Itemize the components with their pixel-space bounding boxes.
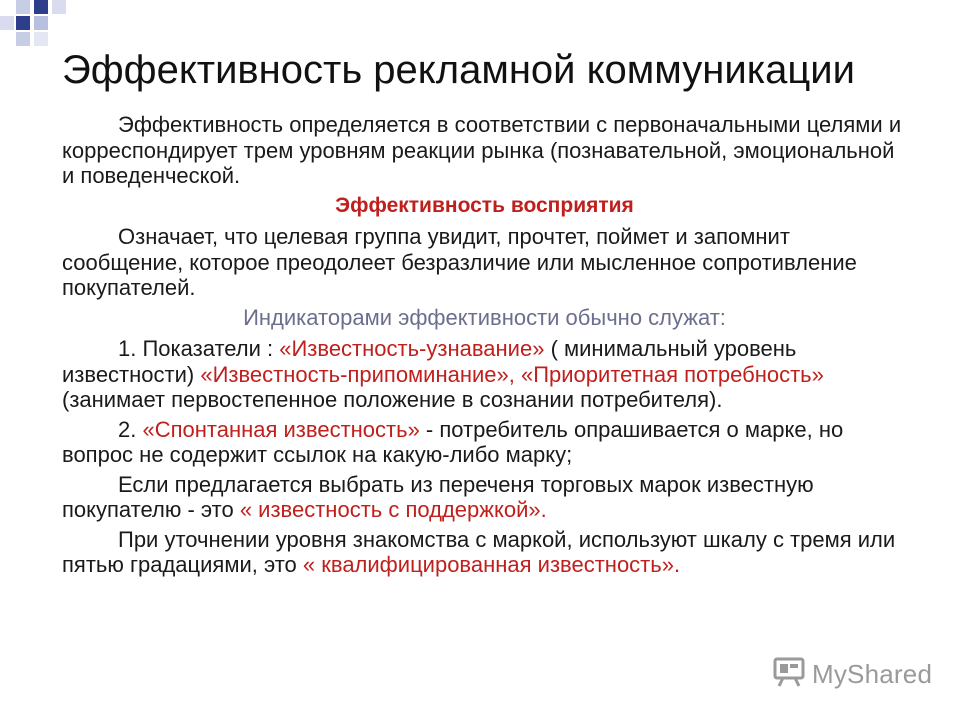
corner-square (16, 0, 30, 14)
intro-paragraph: Эффективность определяется в соответствии с первоначальными целями и корреспондирует трем уровням реакции рынка (познавательной, эмоциональной и поведенческой. (62, 112, 902, 188)
slide-title: Эффективность рекламной коммуникации (62, 48, 855, 92)
corner-square (34, 16, 48, 30)
item-text: - потребитель опрашивается о марке, но вопрос не содержит ссылок на какую-либо марку; (62, 416, 844, 467)
item-text: При уточнении уровня знакомства с маркой, используют шкалу с тремя или пятью градациями, это (62, 526, 896, 577)
quoted-term: «Известность-припоминание», «Приоритетная потребность» (200, 361, 824, 387)
indicators-heading: Индикаторами эффективности обычно служат: (243, 304, 726, 330)
presentation-board-icon (772, 656, 806, 693)
quoted-term: « известность с поддержкой». (239, 497, 547, 522)
corner-square (16, 16, 30, 30)
corner-square (34, 32, 48, 46)
corner-square (52, 0, 66, 14)
quoted-term: « квалифицированная известность». (302, 552, 681, 577)
watermark (772, 656, 942, 692)
perception-heading: Эффективность восприятия (335, 193, 634, 217)
item-lead: 1. Показатели : (118, 336, 280, 361)
corner-square (34, 0, 48, 14)
supported-awareness-paragraph (62, 472, 907, 523)
perception-paragraph: Означает, что целевая группа увидит, прочтет, поймет и запомнит сообщение, которое преодолеет безразличие или мысленное сопротивление покупателей. (62, 224, 857, 300)
item-text: ( минимальный уровень известности) (62, 336, 797, 387)
corner-square (0, 16, 14, 30)
slide-body (62, 112, 907, 582)
corner-square (16, 32, 30, 46)
item-text: Если предлагается выбрать из переченя торговых марок известную покупателю - это (62, 471, 814, 522)
indicator-item-2 (62, 417, 907, 468)
watermark-text: MyShared (812, 658, 933, 689)
item-lead: 2. (118, 416, 143, 442)
qualified-awareness-paragraph (62, 527, 907, 578)
quoted-term: «Спонтанная известность» (142, 416, 420, 442)
item-text: (занимает первостепенное положение в сознании потребителя). (62, 387, 723, 412)
quoted-term: «Известность-узнавание» (279, 336, 545, 361)
indicator-item-1 (62, 336, 907, 413)
